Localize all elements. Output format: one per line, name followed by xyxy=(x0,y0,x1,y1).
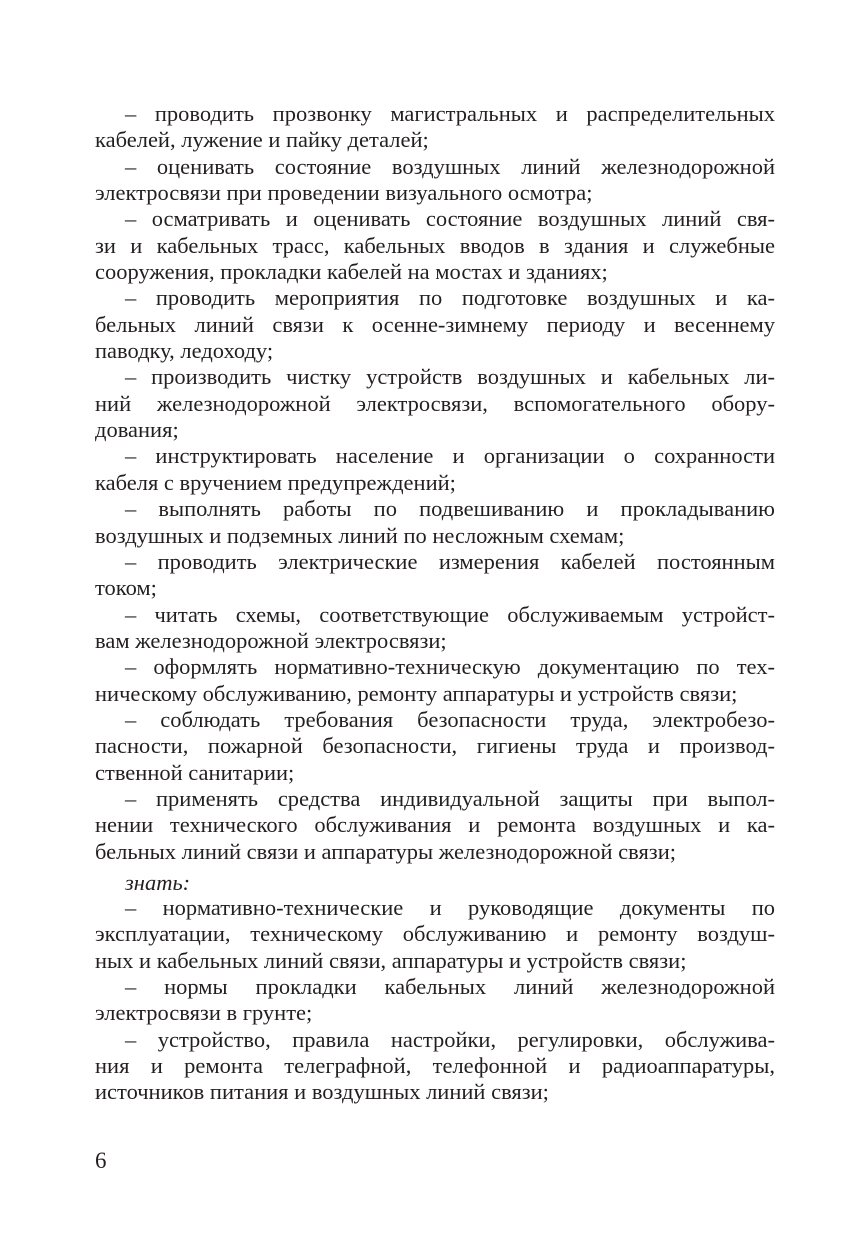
text-line: вам железнодорожной электросвязи; xyxy=(95,627,447,653)
text-line: кабеля с вручением предупреждений; xyxy=(95,469,456,495)
text-line: электросвязи в грунте; xyxy=(95,1000,313,1026)
text-line: ний железнодорожной электросвязи, вспомогательного обору- xyxy=(95,390,775,416)
text-line: паводку, ледоходу; xyxy=(95,338,274,364)
text-line: ническому обслуживанию, ремонту аппаратуры и устройств связи; xyxy=(95,680,738,706)
page-content xyxy=(95,101,775,1106)
text-line: электросвязи при проведении визуального осмотра; xyxy=(95,180,593,206)
text-line: – проводить мероприятия по подготовке воздушных и ка- xyxy=(125,285,775,311)
text-line: ния и ремонта телеграфной, телефонной и радиоаппаратуры, xyxy=(95,1053,775,1079)
text-line: пасности, пожарной безопасности, гигиены труда и производ- xyxy=(95,733,775,759)
text-line: – нормативно-технические и руководящие документы по xyxy=(125,894,775,920)
text-line: сооружения, прокладки кабелей на мостах и зданиях; xyxy=(95,259,608,285)
text-line: воздушных и подземных линий по несложным схемам; xyxy=(95,522,625,548)
text-line: источников питания и воздушных линий связи; xyxy=(95,1079,549,1105)
text-line: – применять средства индивидуальной защиты при выпол- xyxy=(125,785,775,811)
text-line: эксплуатации, техническому обслуживанию и ремонту воздуш- xyxy=(95,921,775,947)
text-line: – оценивать состояние воздушных линий железнодорожной xyxy=(125,153,775,179)
knowledge-list xyxy=(95,895,775,1106)
text-line: – инструктировать население и организации о сохранности xyxy=(125,443,775,469)
text-line: – читать схемы, соответствующие обслуживаемым устройст- xyxy=(125,601,775,627)
text-line: нении технического обслуживания и ремонта воздушных и ка- xyxy=(95,812,775,838)
text-line: кабелей, лужение и пайку деталей; xyxy=(95,127,429,153)
text-line: – производить чистку устройств воздушных и кабельных ли- xyxy=(125,364,775,390)
text-line: – проводить прозвонку магистральных и распределительных xyxy=(125,101,775,126)
text-line: бельных линий связи и аппаратуры железнодорожной связи; xyxy=(95,838,676,864)
text-line: – проводить электрические измерения кабелей постоянным xyxy=(125,548,775,574)
text-line: бельных линий связи к осенне-зимнему периоду и весеннему xyxy=(95,311,775,337)
text-line: – соблюдать требования безопасности труда, электробезо- xyxy=(125,706,775,732)
text-line: током; xyxy=(95,575,157,601)
text-line: – осматривать и оценивать состояние воздушных линий свя- xyxy=(125,206,775,232)
text-line: ных и кабельных линий связи, аппаратуры и устройств связи; xyxy=(95,947,687,973)
knowledge-heading: знать: xyxy=(125,869,191,895)
page-number: 6 xyxy=(95,1148,107,1173)
text-line: – устройство, правила настройки, регулировки, обслужива- xyxy=(125,1026,775,1052)
text-line: – выполнять работы по подвешиванию и прокладыванию xyxy=(125,496,775,522)
text-line: дования; xyxy=(95,417,179,443)
text-line: зи и кабельных трасс, кабельных вводов в здания и служебные xyxy=(95,232,775,258)
text-line: – нормы прокладки кабельных линий железнодорожной xyxy=(125,974,775,999)
text-line: – оформлять нормативно-техническую документацию по тех- xyxy=(125,654,775,680)
skills-list xyxy=(95,101,775,865)
text-line: ственной санитарии; xyxy=(95,759,295,785)
